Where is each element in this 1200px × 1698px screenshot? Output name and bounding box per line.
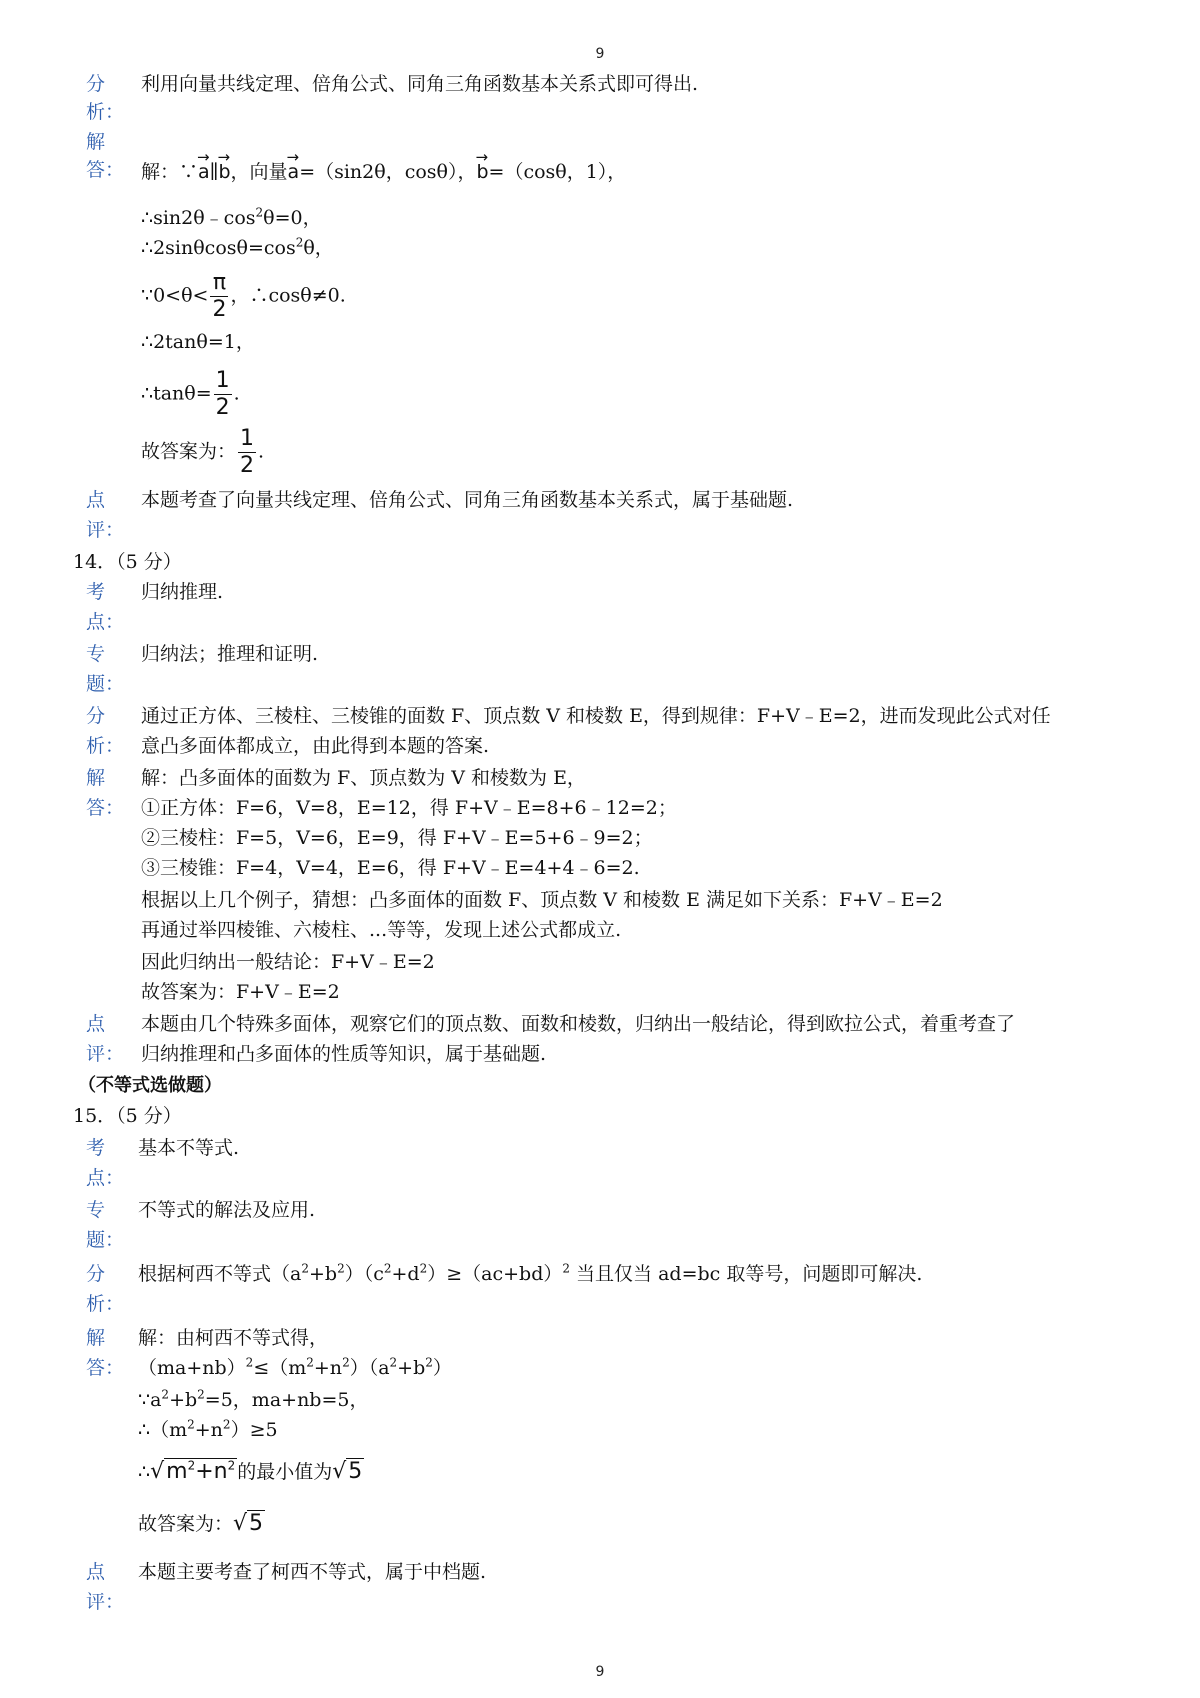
q14-solution-line: ③三棱锥：F=4，V=4，E=6，得 F+V﹣E=4+4﹣6=2. bbox=[141, 857, 640, 879]
label-jieda-1: 解 bbox=[86, 131, 106, 153]
q13-solution-line-3: $\therefore 2\sin\theta\cos\theta=\cos^2\theta$， bbox=[141, 235, 334, 259]
q14-label-jieda-1: 解 bbox=[86, 767, 106, 789]
label-dianping-2: 评： bbox=[86, 519, 125, 541]
q15-solution-line-2: $(ma+nb)^2\le(m^2+n^2)(a^2+b^2)$ bbox=[138, 1355, 452, 1379]
q14-comment-line-1: 本题由几个特殊多面体，观察它们的顶点数、面数和棱数，归纳出一般结论，得到欧拉公式，着重考查了 bbox=[141, 1013, 1016, 1035]
q14-title: 14．（5 分） bbox=[73, 551, 182, 573]
q15-solution-line-1: 解：由柯西不等式得， bbox=[138, 1327, 329, 1349]
q15-label-kaodian-2: 点： bbox=[86, 1167, 125, 1189]
q15-topic: 不等式的解法及应用. bbox=[138, 1199, 316, 1221]
label-fenxi-2: 析： bbox=[86, 101, 125, 123]
q14-analysis-line-2: 意凸多面体都成立，由此得到本题的答案. bbox=[141, 735, 490, 757]
q13-solution-line-2: $\therefore\sin 2\theta﹣\cos^2\theta=0$， bbox=[141, 205, 322, 229]
q14-label-kaodian-2: 点： bbox=[86, 611, 125, 633]
section-heading: （不等式选做题） bbox=[78, 1075, 222, 1096]
page-number-top: 9 bbox=[595, 46, 605, 62]
q15-analysis: 根据柯西不等式$(a^2+b^2)(c^2+d^2)\ge(ac+bd)^2$ 当且仅当 ad=bc 取等号，问题即可解决. bbox=[138, 1261, 923, 1285]
q13-solution-line-5: ∴2tanθ=1， bbox=[141, 331, 255, 353]
q15-label-jieda-1: 解 bbox=[86, 1327, 106, 1349]
q15-knowledge-point: 基本不等式. bbox=[138, 1137, 240, 1159]
q15-label-fenxi-1: 分 bbox=[86, 1263, 106, 1285]
q15-answer: 故答案为：√5 bbox=[138, 1511, 264, 1536]
q15-label-dianping-2: 评： bbox=[86, 1591, 125, 1613]
q14-solution-line: 因此归纳出一般结论：F+V﹣E=2 bbox=[141, 951, 435, 973]
page-number-bottom: 9 bbox=[595, 1664, 605, 1680]
q14-solution-line: ①正方体：F=6，V=8，E=12，得 F+V﹣E=8+6﹣12=2； bbox=[141, 797, 677, 819]
q15-label-dianping-1: 点 bbox=[86, 1561, 106, 1583]
label-fenxi-1: 分 bbox=[86, 73, 106, 95]
q14-label-zhuanti-2: 题： bbox=[86, 673, 125, 695]
q14-label-jieda-2: 答： bbox=[86, 797, 125, 819]
q13-solution-line-4: ∵0<θ< $\frac{\pi}{2}$ ，∴cosθ≠0. bbox=[141, 270, 346, 322]
q15-title: 15．（5 分） bbox=[73, 1105, 182, 1127]
q15-label-fenxi-2: 析： bbox=[86, 1293, 125, 1315]
q14-label-kaodian-1: 考 bbox=[86, 581, 106, 603]
q13-solution-line-6: ∴tanθ= $\frac{1}{2}$ . bbox=[141, 368, 240, 420]
q14-solution-line: 根据以上几个例子，猜想：凸多面体的面数 F、顶点数 V 和棱数 E 满足如下关系：F+V﹣E=2 bbox=[141, 889, 943, 911]
q14-analysis-line-1: 通过正方体、三棱柱、三棱锥的面数 F、顶点数 V 和棱数 E，得到规律：F+V﹣E=2，进而发现此公式对任 bbox=[141, 705, 1051, 727]
q14-comment-line-2: 归纳推理和凸多面体的性质等知识，属于基础题. bbox=[141, 1043, 547, 1065]
q13-comment: 本题考查了向量共线定理、倍角公式、同角三角函数基本关系式，属于基础题. bbox=[141, 489, 794, 511]
q15-solution-line-3: $\because a^2+b^2=5$，ma+nb=5， bbox=[138, 1387, 369, 1411]
label-jieda-2: 答： bbox=[86, 159, 125, 181]
q13-answer: 故答案为： $\frac{1}{2}$ . bbox=[141, 426, 265, 478]
q14-label-fenxi-1: 分 bbox=[86, 705, 106, 727]
q15-label-zhuanti-1: 专 bbox=[86, 1199, 106, 1221]
q14-solution-line: 解：凸多面体的面数为 F、顶点数为 V 和棱数为 E， bbox=[141, 767, 586, 789]
q15-solution-line-4: $\therefore(m^2+n^2)\ge 5$ bbox=[138, 1417, 278, 1441]
q14-topic: 归纳法；推理和证明. bbox=[141, 643, 319, 665]
q13-analysis: 利用向量共线定理、倍角公式、同角三角函数基本关系式即可得出. bbox=[141, 73, 699, 95]
q14-answer: 故答案为：F+V﹣E=2 bbox=[141, 981, 340, 1003]
q13-solution-line-1: 解：∵→ a∥→ b，向量→ a=（sin2θ，cosθ），→ b=（cosθ，1）， bbox=[141, 160, 626, 184]
q15-label-zhuanti-2: 题： bbox=[86, 1229, 125, 1251]
q14-label-dianping-1: 点 bbox=[86, 1013, 106, 1035]
q15-comment: 本题主要考查了柯西不等式，属于中档题. bbox=[138, 1561, 487, 1583]
q14-label-zhuanti-1: 专 bbox=[86, 643, 106, 665]
q14-label-fenxi-2: 析： bbox=[86, 735, 125, 757]
q15-label-kaodian-1: 考 bbox=[86, 1137, 106, 1159]
q15-label-jieda-2: 答： bbox=[86, 1357, 125, 1379]
q14-solution-line: ②三棱柱：F=5，V=6，E=9，得 F+V﹣E=5+6﹣9=2； bbox=[141, 827, 653, 849]
label-dianping-1: 点 bbox=[86, 489, 106, 511]
q15-solution-line-5: $\therefore√m^2+n^2$ 的最小值为√5 bbox=[138, 1458, 363, 1484]
q14-solution-line: 再通过举四棱锥、六棱柱、...等等，发现上述公式都成立. bbox=[141, 919, 622, 941]
q14-knowledge-point: 归纳推理. bbox=[141, 581, 224, 603]
q14-label-dianping-2: 评： bbox=[86, 1043, 125, 1065]
